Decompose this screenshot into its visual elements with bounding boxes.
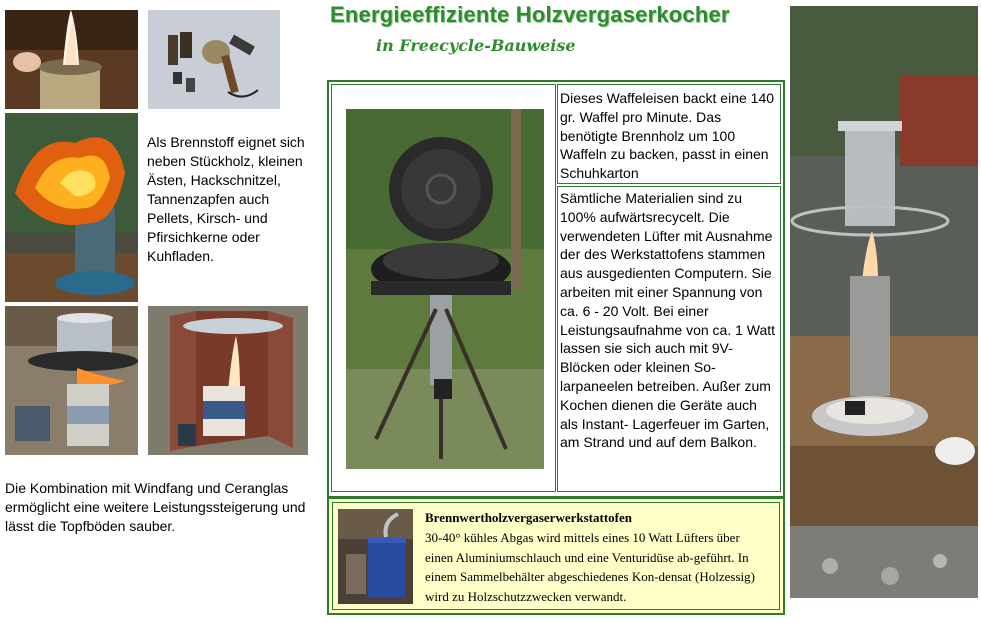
- center-frame: [327, 80, 785, 498]
- fuel-description: Als Brennstoff eignet sich neben Stückholz, kleinen Ästen, Hackschnitzel, Tannenzapfen auch Pellets, Kirsch- und Pfirsichkerne oder Kuhfladen.: [147, 134, 305, 264]
- photo-workshop-oven: [338, 509, 413, 604]
- photo-pot-cooker: [5, 306, 138, 455]
- photo-waffle-iron: [346, 109, 544, 469]
- page-title: Energieeffiziente Holzvergaserkocher: [330, 2, 730, 27]
- waffle-text-cell: [557, 84, 781, 184]
- materials-description: Sämtliche Materialien sind zu 100% aufwärtsrecycelt. Die verwendeten Lüfter mit Ausnahme der des Werkstattofens stammen aus ausgedienten Computern. Sie arbeiten mit einer Spannung von ca. 6 - 20 Volt. Bei einer Leistungsaufnahme von ca. 1 Watt lassen sie sich auch mit 9V-Blöcken oder kleinen So-larpaneelen betreiben. Außer zum Kochen dienen die Geräte auch als Instant- Lagerfeuer im Garten, am Strand und auf dem Balkon.: [560, 190, 776, 451]
- photo-windshield-cooker: [148, 306, 308, 455]
- photo-flame-lighter: [5, 10, 138, 109]
- photo-parts: [148, 10, 280, 109]
- photo-espresso-cooker: [790, 6, 978, 598]
- waffle-photo-cell: [331, 84, 556, 492]
- combination-description: Die Kombination mit Windfang und Ceranglas ermöglicht eine weitere Leistungssteigerung und lässt die Topfböden sauber.: [5, 480, 306, 534]
- photo-big-flame: [5, 113, 138, 302]
- waffle-description: Dieses Waffeleisen backt eine 140 gr. Waffel pro Minute. Das benötigte Brennholz um 100 Waffeln zu backen, passt in einen Schuhkarton: [560, 90, 775, 182]
- workshop-title: Brennwertholzvergaserwerkstattofen: [425, 510, 632, 525]
- materials-text-cell: [557, 186, 781, 492]
- workshop-panel-inner: [332, 502, 780, 610]
- workshop-description: 30-40° kühles Abgas wird mittels eines 10 Watt Lüfters über einen Aluminiumschlauch und eine Venturidüse ab-geführt. In einem Sammelbehälter abgeschiedenes Kon-densat (Holzessig) wird zu Holzschutzzwecken verwandt.: [425, 530, 755, 604]
- page-subtitle: in Freecycle-Bauweise: [376, 36, 576, 55]
- workshop-panel: [327, 497, 785, 615]
